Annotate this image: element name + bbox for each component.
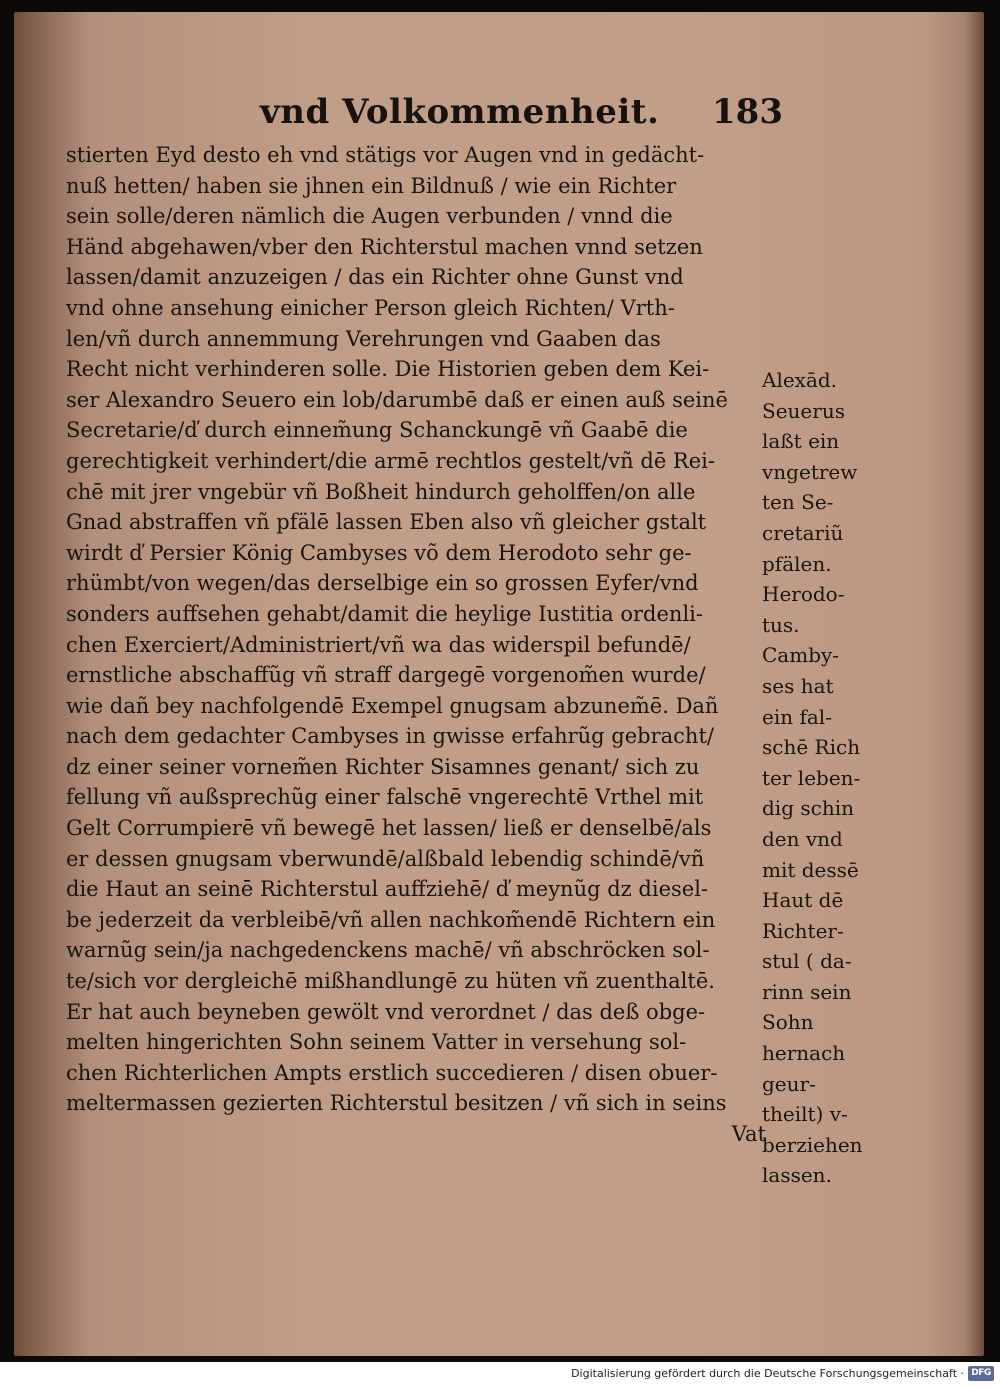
text-line: Gelt Corrumpierē vñ bewegē het lassen/ ließ er denselbē/als xyxy=(66,816,712,841)
text-line: dz einer seiner vornem̃en Richter Sisamnes genant/ sich zu xyxy=(66,754,700,779)
text-line: chē mit jrer vngebür vñ Boßheit hindurch geholffen/on alle xyxy=(66,479,696,504)
marginal-notes xyxy=(762,365,882,1191)
text-line: te/sich vor dergleichē mißhandlungē zu hüten vñ zuenthaltē. xyxy=(66,969,715,994)
margin-note-line: mit dessē xyxy=(762,857,859,882)
margin-note-line: geur- xyxy=(762,1071,816,1096)
text-line: rhümbt/von wegen/das derselbige ein so grossen Eyfer/vnd xyxy=(66,571,699,596)
margin-note-line: ten Se- xyxy=(762,490,834,515)
margin-note-line: ein fal- xyxy=(762,704,832,729)
margin-note-line: stul ( da- xyxy=(762,949,852,974)
text-line: warnũg sein/ja nachgedenckens machē/ vñ abschröcken sol- xyxy=(66,938,710,963)
text-line: lassen/damit anzuzeigen / das ein Richter ohne Gunst vnd xyxy=(66,265,684,290)
text-line: sonders auffsehen gehabt/damit die heylige Iustitia ordenli- xyxy=(66,601,703,626)
text-line: ernstliche abschaffũg vñ straff dargegē vorgenom̃en wurde/ xyxy=(66,663,706,688)
margin-note-line: Herodo- xyxy=(762,582,845,607)
margin-note-line: cretariũ xyxy=(762,520,844,545)
margin-note-line: vngetrew xyxy=(762,459,858,484)
text-line: Secretarie/ď durch einnem̃ung Schanckungē vñ Gaabē die xyxy=(66,418,688,443)
text-line: vnd ohne ansehung einicher Person gleich Richten/ Vrth- xyxy=(66,295,675,320)
text-line: ser Alexandro Seuero ein lob/darumbē daß er einen auß seinē xyxy=(66,387,728,412)
margin-note-line: Haut dē xyxy=(762,888,844,913)
margin-note-line: rinn sein xyxy=(762,979,852,1004)
margin-note-line: dig schin xyxy=(762,796,854,821)
dfg-logo-icon: DFG xyxy=(968,1366,994,1381)
running-title: vnd Volkommenheit. xyxy=(260,92,660,132)
text-line: Händ abgehawen/vber den Richterstul machen vnnd setzen xyxy=(66,234,703,259)
page-header xyxy=(250,88,783,138)
margin-note-line: ter leben- xyxy=(762,765,861,790)
margin-note-line: Alexād. xyxy=(762,368,838,392)
margin-note-line: Sohn xyxy=(762,1010,814,1035)
margin-note-line: berziehen xyxy=(762,1132,863,1157)
text-line: sein solle/deren nämlich die Augen verbunden / vnnd die xyxy=(66,204,673,229)
text-line: er dessen gnugsam vberwundē/alßbald lebendig schindē/vñ xyxy=(66,846,705,871)
margin-note-line: schē Rich xyxy=(762,735,861,760)
text-line: wie dañ bey nachfolgendē Exempel gnugsam abzunem̃ē. Dañ xyxy=(66,693,719,718)
text-line: Gnad abstraffen vñ pfälē lassen Eben also vñ gleicher gstalt xyxy=(66,510,707,535)
margin-note-line: pfälen. xyxy=(762,551,832,576)
credit-bar xyxy=(0,1362,1000,1387)
margin-note-line: den vnd xyxy=(762,826,843,851)
margin-note-line: theilt) v- xyxy=(762,1102,848,1127)
margin-note-line: ses hat xyxy=(762,673,834,698)
page-number: 183 xyxy=(712,92,783,132)
text-line: len/vñ durch annemmung Verehrungen vnd Gaaben das xyxy=(66,326,661,351)
margin-note-line: laßt ein xyxy=(762,429,840,454)
text-line: nach dem gedachter Cambyses in gwisse erfahrũg gebracht/ xyxy=(66,724,714,749)
text-line: fellung vñ außsprechũg einer falschē vngerechtē Vrthel mit xyxy=(66,785,704,810)
text-line: wirdt ď Persier König Cambyses võ dem Herodoto sehr ge- xyxy=(66,540,692,565)
margin-note-line: tus. xyxy=(762,612,800,637)
margin-note-line: Seuerus xyxy=(762,398,845,423)
text-line: gerechtigkeit verhindert/die armē rechtlos gestelt/vñ dē Rei- xyxy=(66,448,715,473)
funding-credit: Digitalisierung gefördert durch die Deutsche Forschungsgemeinschaft · xyxy=(571,1367,964,1380)
text-line: meltermassen gezierten Richterstul besitzen / vñ sich in seins xyxy=(66,1091,727,1116)
text-line: Er hat auch beyneben gewölt vnd verordnet / das deß obge- xyxy=(66,999,706,1024)
text-line: nuß hetten/ haben sie jhnen ein Bildnuß / wie ein Richter xyxy=(66,173,677,198)
catchword: Vat xyxy=(731,1122,766,1146)
margin-note-line: lassen. xyxy=(762,1163,832,1188)
margin-note-line: Richter- xyxy=(762,918,844,943)
text-line: be jederzeit da verbleibē/vñ allen nachkom̃endē Richtern ein xyxy=(66,907,716,932)
text-line: melten hingerichten Sohn seinem Vatter in versehung sol- xyxy=(66,1030,687,1055)
main-text-block xyxy=(66,140,766,1150)
text-line: Recht nicht verhinderen solle. Die Historien geben dem Kei- xyxy=(66,357,710,382)
text-line: stierten Eyd desto eh vnd stätigs vor Augen vnd in gedächt- xyxy=(66,143,705,167)
text-line: chen Exerciert/Administriert/vñ wa das widerspil befundē/ xyxy=(66,632,691,657)
text-line: die Haut an seinē Richterstul auffziehē/ ď meynũg dz diesel- xyxy=(66,877,709,902)
margin-note-line: Camby- xyxy=(762,643,840,668)
margin-note-line: hernach xyxy=(762,1041,846,1066)
text-line: chen Richterlichen Ampts erstlich succedieren / disen obuer- xyxy=(66,1060,718,1085)
